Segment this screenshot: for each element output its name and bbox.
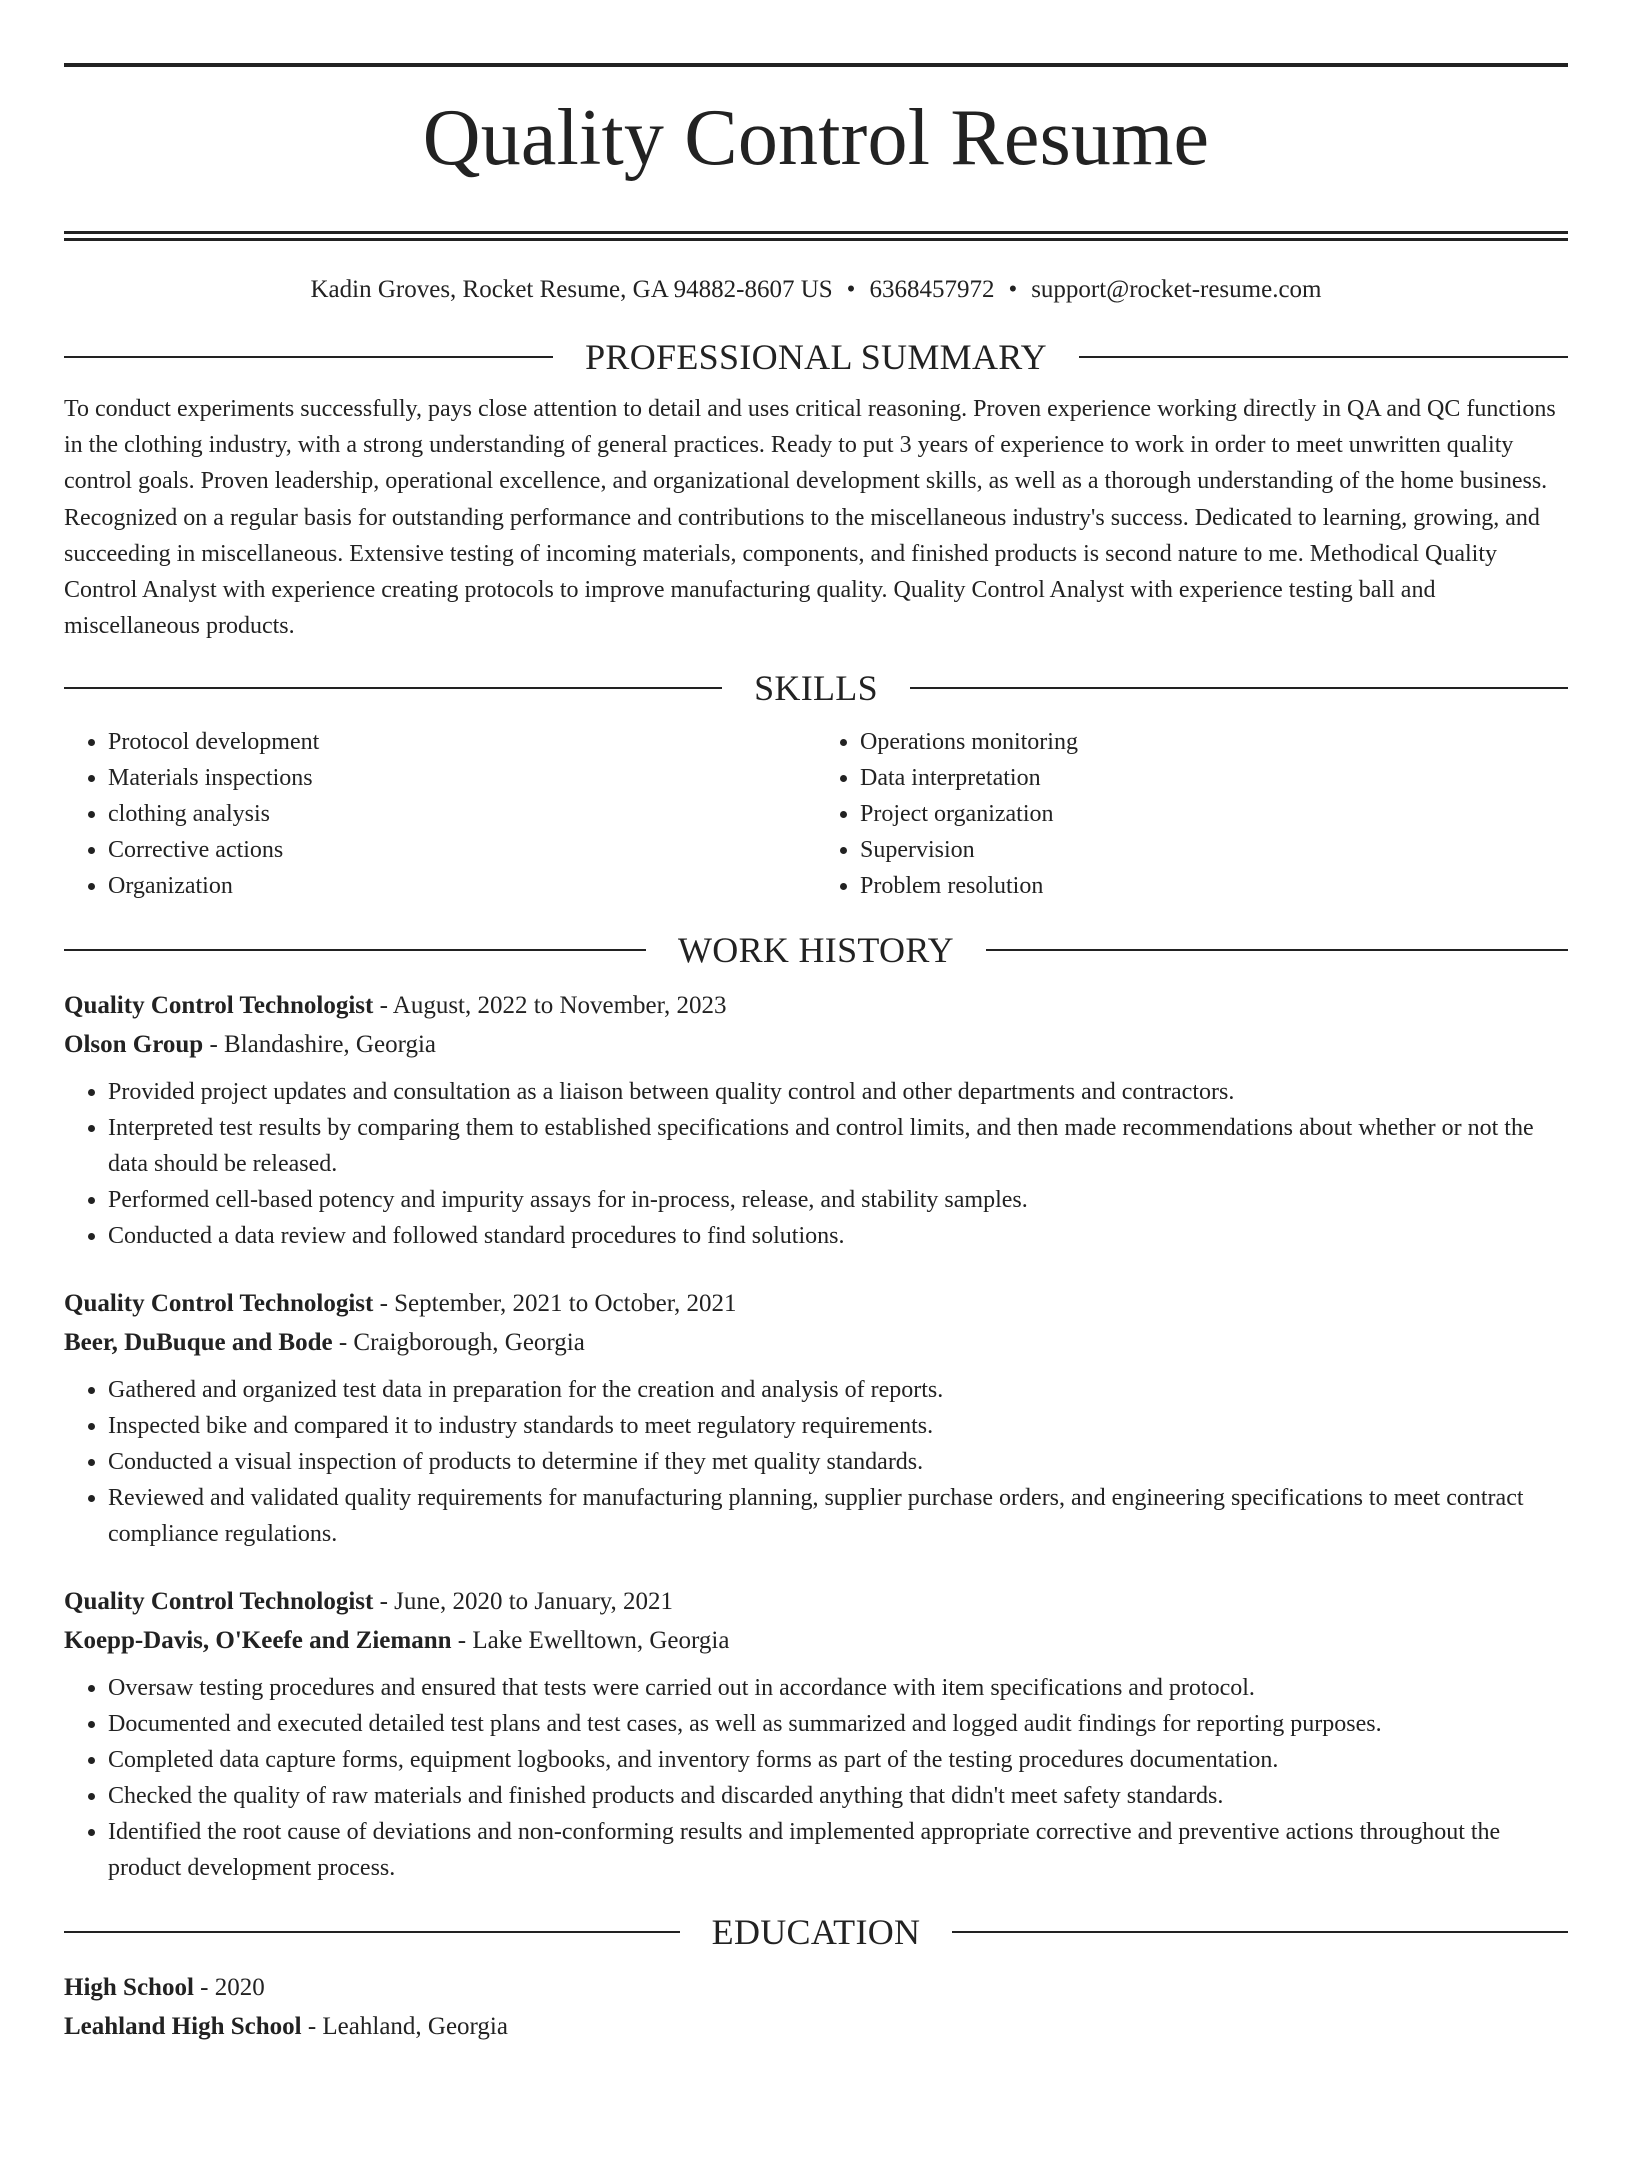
education-heading — [64, 1910, 1568, 1954]
job-bullet: • Reviewed and validated quality requirements for manufacturing planning, supplier purchase orders, and engineering specifications to meet contract compliance regulations. — [108, 1480, 1568, 1552]
job-bullets — [64, 1670, 1568, 1886]
job-bullet: • Checked the quality of raw materials and finished products and discarded anything that didn't meet safety standards. — [108, 1778, 1568, 1814]
contact-separator: • — [846, 276, 856, 303]
resume-title: Quality Control Resume — [422, 94, 1210, 182]
job-bullets — [64, 1074, 1568, 1254]
contact-email: support@rocket-resume.com — [1031, 276, 1322, 303]
skills-heading-label: SKILLS — [754, 668, 878, 709]
job-bullet: • Oversaw testing procedures and ensured that tests were carried out in accordance with item specifications and protocol. — [108, 1670, 1568, 1706]
job-location: - Craigborough, Georgia — [332, 1329, 585, 1357]
job-company-line — [64, 1621, 1568, 1660]
job-company-line — [64, 1025, 1568, 1064]
skills-list — [64, 724, 1568, 904]
resume-page — [0, 63, 1632, 2175]
education-year: - 2020 — [193, 1974, 265, 2002]
job-dates: - September, 2021 to October, 2021 — [373, 1290, 737, 1318]
education-location: - Leahland, Georgia — [301, 2013, 508, 2041]
job-dates: - August, 2022 to November, 2023 — [373, 992, 727, 1020]
job-bullet: • Provided project updates and consultation as a liaison between quality control and other departments and contractors. — [108, 1074, 1568, 1110]
skill-item: • Supervision — [860, 832, 1568, 868]
heading-rule — [910, 687, 1568, 689]
education-entry — [64, 1968, 1568, 2046]
skill-item: • Materials inspections — [108, 760, 816, 796]
job-bullet: • Documented and executed detailed test plans and test cases, as well as summarized and logged audit findings for reporting purposes. — [108, 1706, 1568, 1742]
double-rule — [64, 231, 1568, 241]
job-bullet: • Interpreted test results by comparing them to established specifications and control limits, and then made recommendations about whether or not the data should be released. — [108, 1110, 1568, 1182]
skill-item: • Problem resolution — [860, 868, 1568, 904]
heading-rule — [1079, 356, 1568, 358]
job-company: Olson Group — [64, 1031, 204, 1059]
job-title: Quality Control Technologist — [64, 1290, 374, 1318]
education-school: Leahland High School — [64, 2013, 302, 2041]
heading-rule — [952, 1931, 1568, 1933]
work-heading-label: WORK HISTORY — [678, 930, 954, 971]
job-bullet: • Gathered and organized test data in preparation for the creation and analysis of reports. — [108, 1372, 1568, 1408]
skills-heading — [64, 666, 1568, 710]
job-title: Quality Control Technologist — [64, 992, 374, 1020]
job-company: Koepp-Davis, O'Keefe and Ziemann — [64, 1627, 452, 1655]
heading-rule — [986, 949, 1568, 951]
skill-item: • Organization — [108, 868, 816, 904]
heading-rule — [64, 687, 722, 689]
contact-address: Kadin Groves, Rocket Resume, GA 94882-8607 US — [310, 276, 833, 303]
job-company: Beer, DuBuque and Bode — [64, 1329, 333, 1357]
heading-rule — [64, 949, 646, 951]
job-entry — [64, 1582, 1568, 1886]
job-dates: - June, 2020 to January, 2021 — [373, 1588, 674, 1616]
skills-column-right — [816, 724, 1568, 904]
job-title-line — [64, 986, 1568, 1025]
job-bullets — [64, 1372, 1568, 1552]
skill-item: • Protocol development — [108, 724, 816, 760]
skill-item: • Operations monitoring — [860, 724, 1568, 760]
job-title: Quality Control Technologist — [64, 1588, 374, 1616]
contact-separator: • — [1008, 276, 1018, 303]
job-location: - Lake Ewelltown, Georgia — [451, 1627, 730, 1655]
skill-item: • Corrective actions — [108, 832, 816, 868]
job-company-line — [64, 1323, 1568, 1362]
job-entry — [64, 986, 1568, 1254]
heading-rule — [64, 356, 553, 358]
job-bullet: • Conducted a visual inspection of products to determine if they met quality standards. — [108, 1444, 1568, 1480]
job-entry — [64, 1284, 1568, 1552]
contact-phone: 6368457972 — [869, 276, 995, 303]
skill-item: • clothing analysis — [108, 796, 816, 832]
education-heading-label: EDUCATION — [711, 1912, 921, 1953]
job-bullet: • Identified the root cause of deviations and non-conforming results and implemented appropriate corrective and preventive actions throughout the product development process. — [108, 1814, 1568, 1886]
education-school-line — [64, 2007, 1568, 2046]
work-heading — [64, 928, 1568, 972]
summary-text: To conduct experiments successfully, pays close attention to detail and uses critical reasoning. Proven experience working directly in QA and QC functions in the clothing industry, with a strong understanding of general practices. Ready to put 3 years of experience to work in order to meet unwritten quality control goals. Proven leadership, operational excellence, and organizational development skills, as well as a thorough understanding of the home business. Recognized on a regular basis for outstanding performance and contributions to the miscellaneous industry's success. Dedicated to learning, growing, and succeeding in miscellaneous. Extensive testing of incoming materials, components, and finished products is second nature to me. Methodical Quality Control Analyst with experience creating protocols to improve manufacturing quality. Quality Control Analyst with experience testing ball and miscellaneous products. — [64, 396, 1556, 640]
job-bullet: • Performed cell-based potency and impurity assays for in-process, release, and stability samples. — [108, 1182, 1568, 1218]
skills-column-left — [64, 724, 816, 904]
summary-heading — [64, 335, 1568, 379]
education-degree: High School — [64, 1974, 194, 2002]
job-bullet: • Conducted a data review and followed standard procedures to find solutions. — [108, 1218, 1568, 1254]
job-bullet: • Completed data capture forms, equipment logbooks, and inventory forms as part of the testing procedures documentation. — [108, 1742, 1568, 1778]
education-degree-line — [64, 1968, 1568, 2007]
skill-item: • Project organization — [860, 796, 1568, 832]
summary-heading-label: PROFESSIONAL SUMMARY — [585, 337, 1047, 377]
skill-item: • Data interpretation — [860, 760, 1568, 796]
job-bullet: • Inspected bike and compared it to industry standards to meet regulatory requirements. — [108, 1408, 1568, 1444]
job-title-line — [64, 1284, 1568, 1323]
job-title-line — [64, 1582, 1568, 1621]
heading-rule — [64, 1931, 680, 1933]
contact-line — [64, 275, 1568, 305]
job-location: - Blandashire, Georgia — [203, 1031, 436, 1059]
